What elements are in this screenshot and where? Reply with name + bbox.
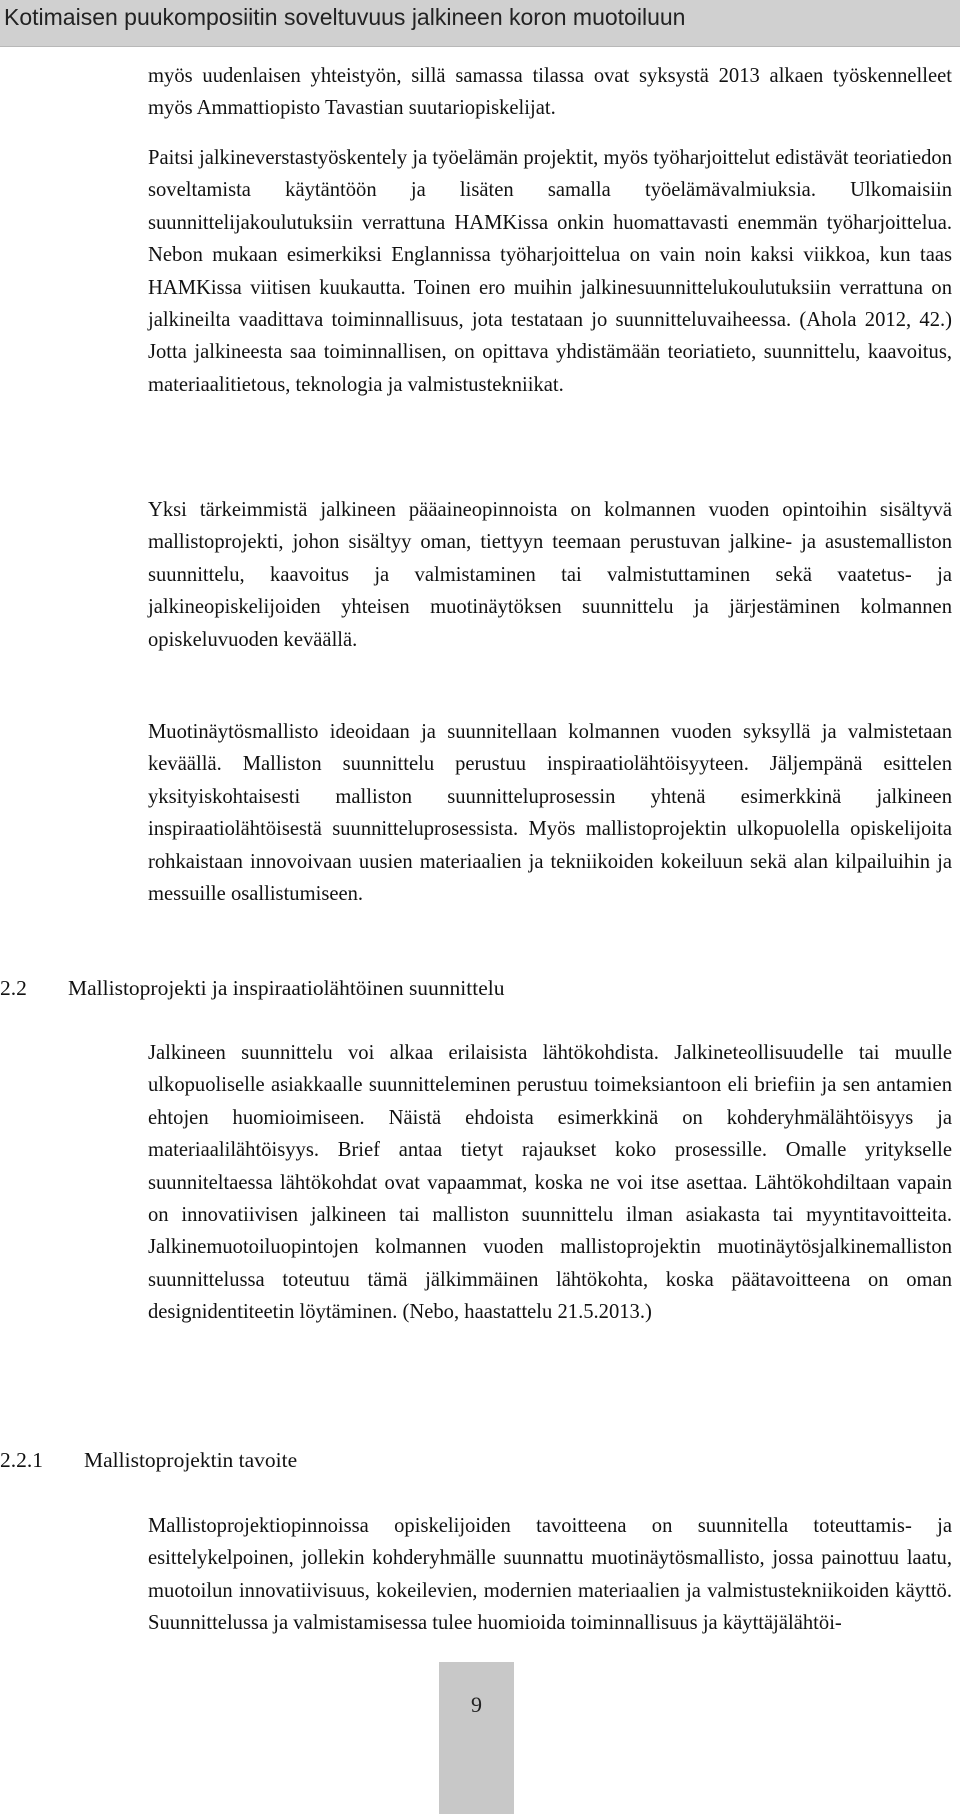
section-number: 2.2.1 [0,1448,43,1472]
paragraph-3-block [148,494,952,656]
paragraph: Mallistoprojektiopinnoissa opiskelijoiden tavoitteena on suunnitella toteuttamis- ja esittelykelpoinen, jollekin kohderyhmälle suunnattu muotinäytösmallisto, jossa painottuu laatu, muotoilun innovatiivisuus, kokeilevien, modernien materiaalien ja valmistustekniikoiden käyttö. Suunnittelussa ja valmistamisessa tulee huomioida toiminnallisuus ja käyttäjälähtöi- [148,1515,952,1635]
paragraph: Muotinäytösmallisto ideoidaan ja suunnitellaan kolmannen vuoden syksyllä ja valmistetaan keväällä. Malliston suunnittelu perustuu inspiraatiolähtöisyyteen. Jäljempänä esittelen yksityiskohtaisesti malliston suunnitteluprosessin yhtenä esimerkkinä jalkineen inspiraatiolähtöisestä suunnitteluprosessista. Myös mallistoprojektin ulkopuolella opiskelijoita rohkaistaan innovoivaan uusien materiaalien ja tekniikoiden kokeiluun sekä alan kilpailuihin ja messuille osallistumiseen. [148,721,952,906]
paragraph-1-block [148,60,952,125]
paragraph: Yksi tärkeimmistä jalkineen pääaineopinnoista on kolmannen vuoden opintoihin sisältyvä mallistoprojekti, johon sisältyy oman, tiettyyn teemaan perustuvan jalkine- ja asustemalliston suunnittelu, kaavoitus ja valmistaminen tai valmistuttaminen sekä vaatetus- ja jalkineopiskelijoiden yhteisen muotinäytöksen suunnittelu ja järjestäminen kolmannen opiskeluvuoden keväällä. [148,499,952,651]
section-number: 2.2 [0,976,27,1000]
running-header [0,0,960,47]
page-number: 9 [471,1692,482,1717]
paragraph: Paitsi jalkineverstastyöskentely ja työelämän projektit, myös työharjoittelut edistävät teoriatiedon soveltamista käytäntöön ja lisäten samalla työelämävalmiuksia. Ulkomaisiin suunnittelijakoulutuksiin verrattuna HAMKissa onkin huomattavasti enemmän työharjoittelua. Nebon mukaan esimerkiksi Englannissa työharjoittelua on vain noin kaksi viikkoa, kun taas HAMKissa viitisen kuukautta. Toinen ero muihin jalkinesuunnittelukoulutuksiin verrattuna on jalkineilta vaadittava toiminnallisuus, jota testataan jo suunnitteluvaiheessa. (Ahola 2012, 42.) Jotta jalkineesta saa toiminnallisen, on opittava yhdistämään teoriatieto, suunnittelu, kaavoitus, materiaalitietous, teknologia ja valmistustekniikat. [148,147,952,396]
paragraph: Jalkineen suunnittelu voi alkaa erilaisista lähtökohdista. Jalkineteollisuudelle tai muulle ulkopuoliselle asiakkaalle suunnitteleminen perustuu toimeksiantoon eli briefiin ja sen antamien ehtojen huomioimiseen. Näistä ehdoista esimerkkinä on kohderyhmälähtöisyys ja materiaalilähtöisyys. Brief antaa tietyt rajaukset koko prosessille. Omalle yritykselle suunniteltaessa lähtökohdat ovat vapaammat, koska ne voi itse asettaa. Lähtökohdiltaan vapain on innovatiivisen jalkineen tai malliston suunnittelu ilman asiakasta tai myyntitavoitteita. Jalkinemuotoiluopintojen kolmannen vuoden mallistoprojektin muotinäytösjalkinemalliston suunnittelussa toteutuu tämä jälkimmäinen lähtökohta, koska päätavoitteena on oman designidentiteetin löytäminen. (Nebo, haastattelu 21.5.2013.) [148,1042,952,1324]
section-title: Mallistoprojektin tavoite [84,1448,298,1472]
paragraph-4-block [148,716,952,910]
page-number-box [439,1662,514,1814]
paragraph-5-block [148,1037,952,1329]
section-heading-2-2 [0,976,505,1001]
paragraph: myös uudenlaisen yhteistyön, sillä samassa tilassa ovat syksystä 2013 alkaen työskennelleet myös Ammattiopisto Tavastian suutariopiskelijat. [148,65,952,120]
header-title: Kotimaisen puukomposiitin soveltuvuus jalkineen koron muotoiluun [4,4,686,30]
subsection-heading-2-2-1 [0,1448,297,1473]
paragraph-2-block [148,142,952,401]
section-title: Mallistoprojekti ja inspiraatiolähtöinen suunnittelu [68,976,505,1000]
paragraph-6-block [148,1510,952,1640]
